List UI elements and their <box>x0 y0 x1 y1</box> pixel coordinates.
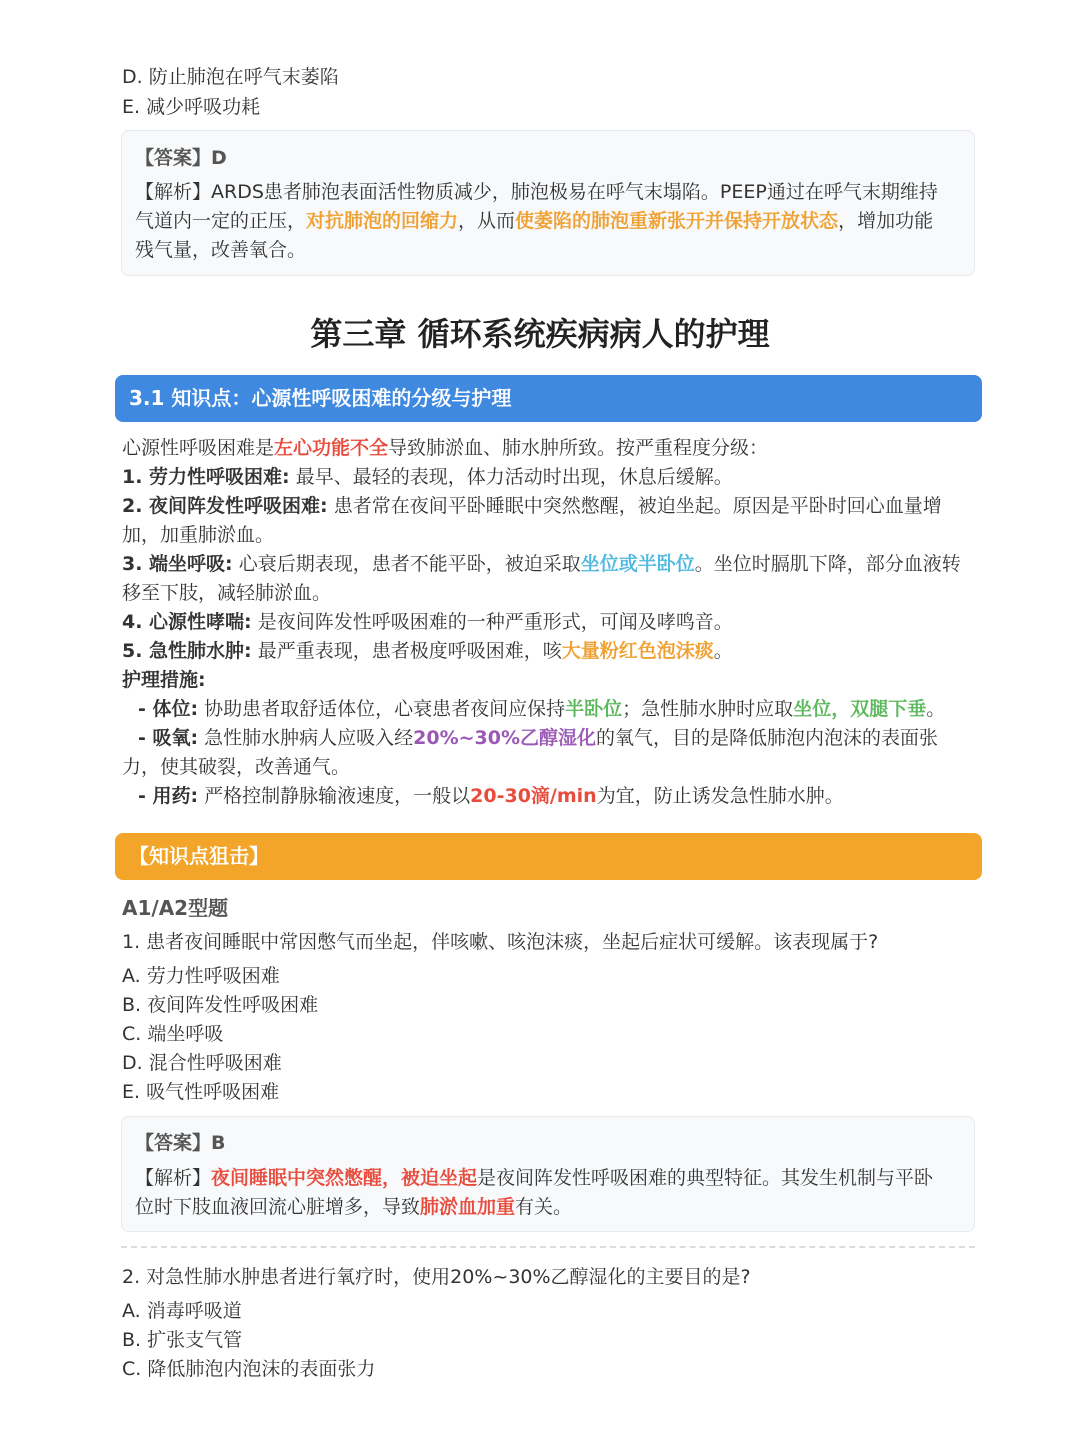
q2-option-a: A. 消毒呼吸道 <box>122 1300 242 1322</box>
care-item-position: - 体位: 协助患者取舒适体位，心衰患者夜间应保持半卧位；急性肺水肿时应取坐位，双腿下垂。 <box>138 698 946 720</box>
section-banner: 3.1 知识点：心源性呼吸困难的分级与护理 <box>115 375 982 422</box>
grade-item-5: 5. 急性肺水肿: 最严重表现，患者极度呼吸困难，咳大量粉红色泡沫痰。 <box>122 640 733 662</box>
question-2: 2. 对急性肺水肿患者进行氧疗时，使用20%~30%乙醇湿化的主要目的是? <box>122 1266 751 1288</box>
highlight-left-heart: 左心功能不全 <box>274 437 389 459</box>
section-intro: 心源性呼吸困难是左心功能不全导致肺淤血、肺水肿所致。按严重程度分级： <box>122 437 769 459</box>
q2-option-c: C. 降低肺泡内泡沫的表面张力 <box>122 1358 376 1380</box>
highlight-ethanol: 20%~30%乙醇湿化 <box>413 727 597 749</box>
q1-option-e: E. 吸气性呼吸困难 <box>122 1081 280 1103</box>
prev-answer: 【答案】D <box>135 147 227 169</box>
q1-option-d: D. 混合性呼吸困难 <box>122 1052 282 1074</box>
highlight-resist-recoil: 对抗肺泡的回缩力 <box>306 210 459 232</box>
q1-option-a: A. 劳力性呼吸困难 <box>122 965 280 987</box>
chapter-title: 第三章 循环系统疾病病人的护理 <box>310 315 770 353</box>
highlight-drip-rate: 20-30滴/min <box>470 785 597 807</box>
drill-banner: 【知识点狙击】 <box>115 833 982 880</box>
q1-option-b: B. 夜间阵发性呼吸困难 <box>122 994 319 1016</box>
q1-analysis-line-2: 位时下肢血液回流心脏增多，导致肺淤血加重有关。 <box>135 1196 573 1218</box>
prev-analysis-line-2: 气道内一定的正压，对抗肺泡的回缩力，从而使萎陷的肺泡重新张开并保持开放状态，增加功能 <box>135 210 934 232</box>
highlight-semi-recumbent: 半卧位 <box>565 698 623 720</box>
q1-answer: 【答案】B <box>135 1132 226 1154</box>
care-item-medication: - 用药: 严格控制静脉输液速度，一般以20-30滴/min为宜，防止诱发急性肺水肿。 <box>138 785 844 807</box>
care-item-oxygen: - 吸氧: 急性肺水肿病人应吸入经20%~30%乙醇湿化的氧气，目的是降低肺泡内泡沫的表面张 <box>138 727 939 749</box>
grade-item-2: 2. 夜间阵发性呼吸困难: 患者常在夜间平卧睡眠中突然憋醒，被迫坐起。原因是平卧时回心血量增 <box>122 495 942 517</box>
prev-analysis-line-3: 残气量，改善氧合。 <box>135 239 307 261</box>
highlight-night-wake: 夜间睡眠中突然憋醒，被迫坐起 <box>211 1167 478 1189</box>
question-type: A1/A2型题 <box>122 896 229 920</box>
grade-item-3: 3. 端坐呼吸: 心衰后期表现，患者不能平卧，被迫采取坐位或半卧位。坐位时膈肌下降，部分血液转 <box>122 553 961 575</box>
care-item-oxygen-cont: 力，使其破裂，改善通气。 <box>122 756 351 778</box>
question-1: 1. 患者夜间睡眠中常因憋气而坐起，伴咳嗽、咳泡沫痰，坐起后症状可缓解。该表现属于? <box>122 931 879 953</box>
grade-item-3-cont: 移至下肢，减轻肺淤血。 <box>122 582 332 604</box>
question-divider <box>121 1246 975 1248</box>
grade-item-4: 4. 心源性哮喘: 是夜间阵发性呼吸困难的一种严重形式，可闻及哮鸣音。 <box>122 611 733 633</box>
q1-option-c: C. 端坐呼吸 <box>122 1023 224 1045</box>
q2-option-b: B. 扩张支气管 <box>122 1329 243 1351</box>
highlight-sitting-position: 坐位或半卧位 <box>580 553 695 575</box>
grade-item-1: 1. 劳力性呼吸困难: 最早、最轻的表现，体力活动时出现，休息后缓解。 <box>122 466 733 488</box>
highlight-legs-down: 坐位，双腿下垂 <box>793 698 927 720</box>
prev-analysis-line-1: 【解析】ARDS患者肺泡表面活性物质减少，肺泡极易在呼气末塌陷。PEEP通过在呼气末期维持 <box>135 181 938 203</box>
prev-answer-box <box>121 130 975 276</box>
grade-item-2-cont: 加，加重肺淤血。 <box>122 524 275 546</box>
highlight-pink-foam: 大量粉红色泡沫痰 <box>561 640 714 662</box>
prev-option-d: D. 防止肺泡在呼气末萎陷 <box>122 66 339 88</box>
highlight-congestion: 肺淤血加重 <box>420 1196 516 1218</box>
highlight-reopen-alveoli: 使萎陷的肺泡重新张开并保持开放状态 <box>515 210 839 232</box>
q1-analysis-line-1: 【解析】夜间睡眠中突然憋醒，被迫坐起是夜间阵发性呼吸困难的典型特征。其发生机制与平卧 <box>135 1167 934 1189</box>
care-title: 护理措施: <box>122 669 206 691</box>
prev-option-e: E. 减少呼吸功耗 <box>122 96 261 118</box>
q1-answer-box <box>121 1116 975 1232</box>
